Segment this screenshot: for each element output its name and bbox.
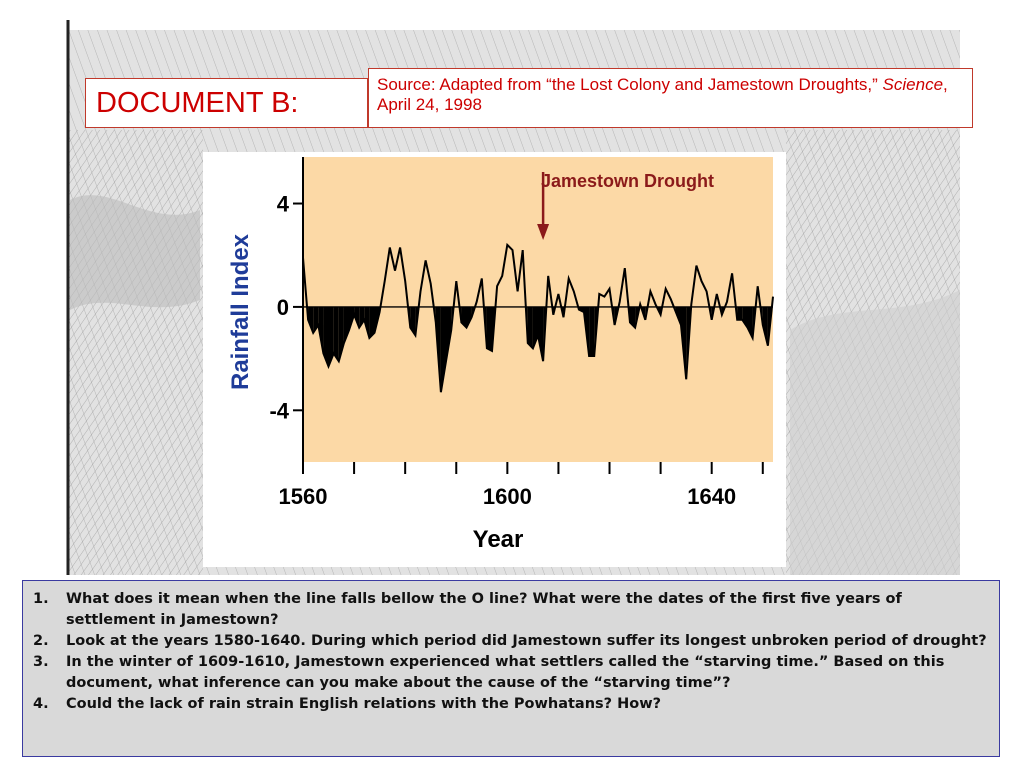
questions-list (33, 589, 989, 715)
y-axis-ticks (269, 192, 303, 424)
question-text: Could the lack of rain strain English relations with the Powhatans? How? (66, 696, 662, 712)
y-tick-label: 0 (276, 294, 289, 320)
questions-panel (22, 580, 1000, 757)
drought-fill-segment (487, 307, 492, 351)
rainfall-chart-panel (203, 152, 786, 567)
y-tick-label: -4 (269, 398, 289, 424)
question-number: 4. (33, 696, 49, 712)
x-axis-label: Year (472, 526, 524, 553)
y-tick-label: 4 (276, 191, 289, 217)
source-prefix: Source: Adapted from “the Lost Colony and Jamestown Droughts,” (377, 75, 883, 94)
rainfall-chart (203, 152, 786, 567)
question-number: 1. (33, 591, 49, 607)
source-citation (368, 68, 973, 128)
question-item (33, 652, 989, 694)
x-axis-ticks (279, 462, 763, 509)
document-label: DOCUMENT B: (96, 86, 299, 119)
question-text: In the winter of 1609-1610, Jamestown experienced what settlers called the “starving time.” Based on this document, what inference can you make about the cause of the “starving time”? (66, 654, 945, 691)
x-tick-label: 1560 (278, 484, 328, 509)
question-text: Look at the years 1580-1640. During which period did Jamestown suffer its longest unbroken period of drought? (66, 633, 987, 649)
question-number: 3. (33, 654, 49, 670)
x-tick-label: 1640 (687, 484, 737, 509)
question-item (33, 631, 989, 652)
y-axis-label: Rainfall Index (227, 233, 254, 391)
source-journal: Science (882, 75, 944, 94)
document-label-box (85, 78, 368, 128)
drought-fill-segment (589, 307, 594, 356)
question-item (33, 589, 989, 631)
question-text: What does it mean when the line falls bellow the O line? What were the dates of the first five years of settlement in Jamestown? (66, 591, 902, 628)
source-suffix: , April 24, 1998 (377, 75, 948, 114)
question-item (33, 694, 989, 715)
annotation-label: Jamestown Drought (541, 171, 715, 191)
x-tick-label: 1600 (482, 484, 532, 509)
question-number: 2. (33, 633, 49, 649)
